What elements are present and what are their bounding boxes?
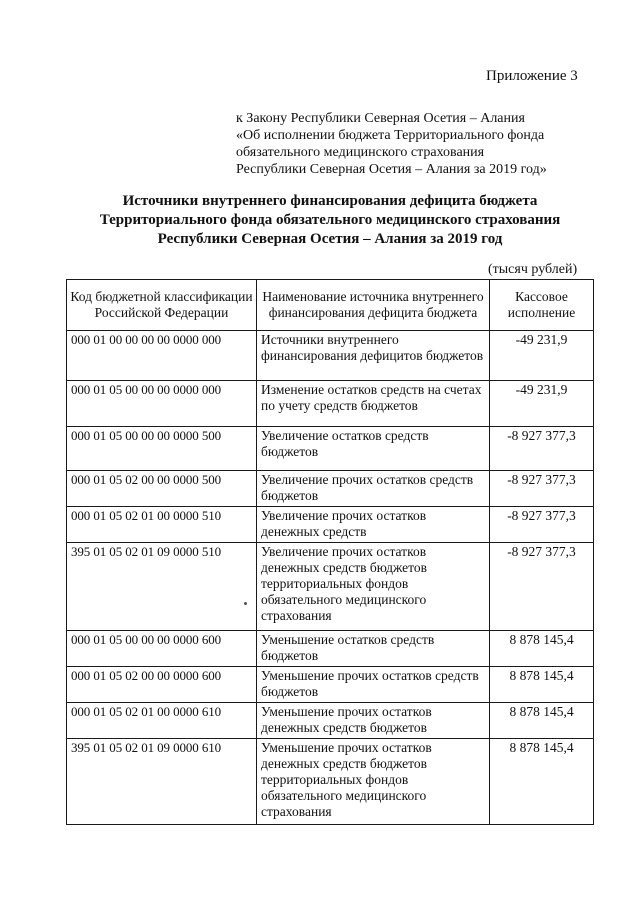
table-row [67, 427, 594, 471]
row-code: 000 01 05 00 00 00 0000 000 [67, 381, 257, 427]
law-reference-line: к Закону Республики Северная Осетия – Алания [236, 111, 525, 126]
row-code: 000 01 05 02 00 00 0000 500 [67, 471, 257, 507]
row-name: Источники внутреннего финансирования дефицитов бюджетов [257, 331, 490, 381]
row-amount: -49 231,9 [490, 381, 594, 427]
appendix-label: Приложение 3 [486, 68, 578, 84]
law-reference [236, 110, 547, 178]
row-name: Увеличение прочих остатков денежных средств [257, 507, 490, 543]
title-line: Республики Северная Осетия – Алания за 2019 год [157, 231, 503, 247]
row-name: Уменьшение остатков средств бюджетов [257, 631, 490, 667]
title-line: Источники внутреннего финансирования дефицита бюджета [122, 193, 538, 209]
row-name: Увеличение прочих остатков денежных средств бюджетов территориальных фондов обязательного медицинского страхования [257, 543, 490, 631]
row-amount: -8 927 377,3 [490, 507, 594, 543]
row-code: 000 01 05 02 00 00 0000 600 [67, 667, 257, 703]
table-row [67, 471, 594, 507]
table-row [67, 703, 594, 739]
title-line: Территориального фонда обязательного медицинского страхования [99, 212, 561, 228]
budget-sources-table [66, 279, 594, 825]
row-code: 395 01 05 02 01 09 0000 610 [67, 739, 257, 825]
table-row [67, 739, 594, 825]
row-amount: -8 927 377,3 [490, 543, 594, 631]
row-amount: -49 231,9 [490, 331, 594, 381]
law-reference-line: обязательного медицинского страхования [236, 145, 485, 160]
row-amount: 8 878 145,4 [490, 631, 594, 667]
table-row [67, 543, 594, 631]
row-amount: 8 878 145,4 [490, 667, 594, 703]
row-code: 000 01 05 00 00 00 0000 600 [67, 631, 257, 667]
row-name: Увеличение остатков средств бюджетов [257, 427, 490, 471]
document-title [60, 192, 600, 249]
row-amount: 8 878 145,4 [490, 739, 594, 825]
header-amount: Кассовое исполнение [490, 280, 594, 331]
law-reference-line: Республики Северная Осетия – Алания за 2019 год» [236, 162, 547, 177]
table-row [67, 381, 594, 427]
table-row [67, 667, 594, 703]
row-code: 000 01 05 00 00 00 0000 500 [67, 427, 257, 471]
scan-speck [244, 602, 247, 605]
row-code: 000 01 05 02 01 00 0000 510 [67, 507, 257, 543]
row-name: Изменение остатков средств на счетах по учету средств бюджетов [257, 381, 490, 427]
row-name: Уменьшение прочих остатков денежных средств бюджетов [257, 703, 490, 739]
row-code: 000 01 00 00 00 00 0000 000 [67, 331, 257, 381]
header-code: Код бюджетной классификации Российской Федерации [67, 280, 257, 331]
header-name: Наименование источника внутреннего финансирования дефицита бюджета [257, 280, 490, 331]
row-name: Увеличение прочих остатков средств бюджетов [257, 471, 490, 507]
table-row [67, 631, 594, 667]
table-row [67, 507, 594, 543]
table-header-row [67, 280, 594, 331]
row-name: Уменьшение прочих остатков денежных средств бюджетов территориальных фондов обязательного медицинского страхования [257, 739, 490, 825]
law-reference-line: «Об исполнении бюджета Территориального фонда [236, 128, 545, 143]
row-name: Уменьшение прочих остатков средств бюджетов [257, 667, 490, 703]
row-code: 395 01 05 02 01 09 0000 510 [67, 543, 257, 631]
units-label: (тысяч рублей) [488, 262, 578, 277]
row-code: 000 01 05 02 01 00 0000 610 [67, 703, 257, 739]
row-amount: -8 927 377,3 [490, 427, 594, 471]
row-amount: 8 878 145,4 [490, 703, 594, 739]
row-amount: -8 927 377,3 [490, 471, 594, 507]
table-row [67, 331, 594, 381]
